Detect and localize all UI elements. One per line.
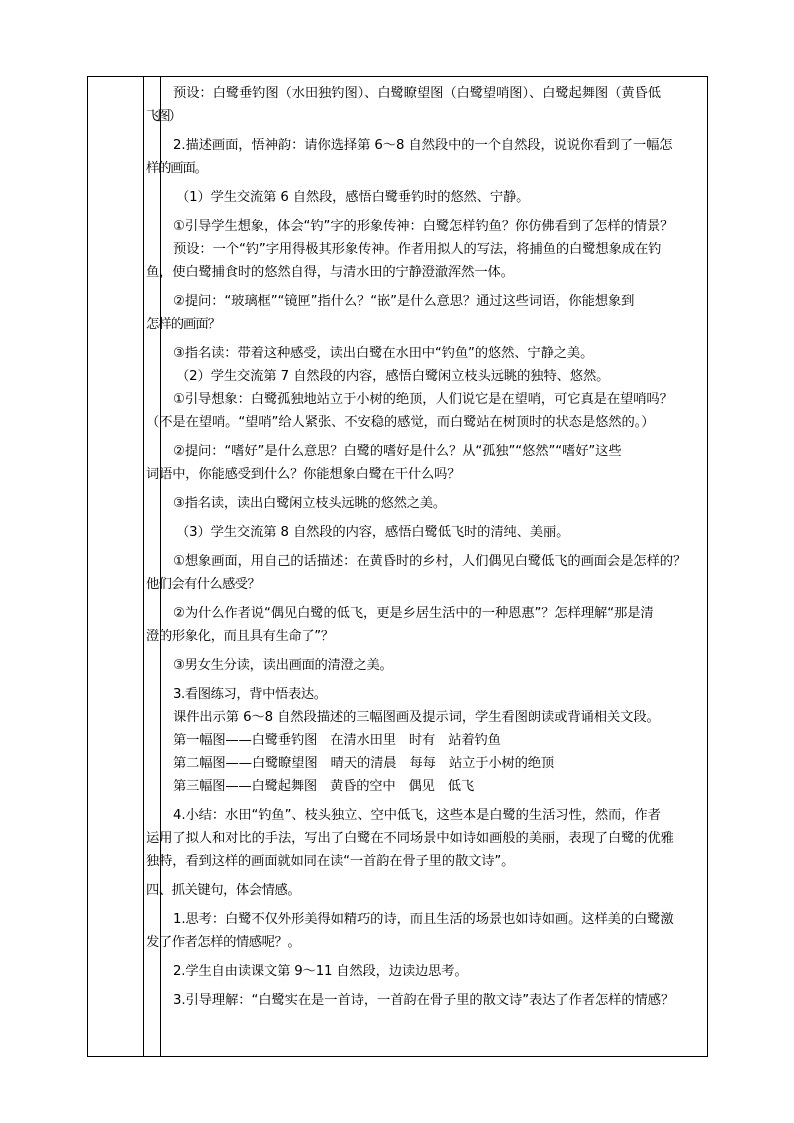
text-line: 运用了拟人和对比的手法，写出了白鹭在不同场景中如诗如画般的美丽，表现了白鹭的优雅 — [146, 831, 674, 846]
text-line: 发了作者怎样的情感呢？。 — [146, 935, 301, 950]
text-line: ①引导想象：白鹭孤独地站立于小树的绝顶，人们说它是在望哨，可它真是在望哨吗？ — [173, 392, 673, 407]
text-line: （2）学生交流第 7 自然段的内容，感悟白鹭闲立枝头远眺的独特、悠然。 — [176, 369, 610, 384]
text-line: 怎样的画面？ — [146, 317, 221, 332]
text-line: 4.小结：水田“钓鱼”、枝头独立、空中低飞，这些本是白鹭的生活习性，然而，作者 — [173, 808, 661, 823]
text-line: ①引导学生想象，体会“钓”字的形象传神：白鹭怎样钓鱼？你仿佛看到了怎样的情景？ — [173, 219, 674, 234]
text-line: 样的画面。 — [146, 161, 207, 176]
text-line: 预设：一个“钓”字用得极其形象传神。作者用拟人的写法，将捕鱼的白鹭想象成在钓 — [173, 242, 662, 257]
section-heading: 四、抓关键句，体会情感。 — [146, 883, 301, 898]
text-line: 鱼，使白鹭捕食时的悠然自得，与清水田的宁静澄澈浑然一体。 — [146, 265, 514, 280]
text-line: ②为什么作者说“偶见白鹭的低飞，更是乡居生活中的一种恩惠”？怎样理解“那是清 — [173, 606, 654, 621]
text-line: 3.看图练习，背中悟表达。 — [173, 687, 327, 702]
text-line: （1）学生交流第 6 自然段，感悟白鹭垂钓时的悠然、宁静。 — [176, 190, 530, 205]
text-line: 第一幅图——白鹭垂钓图 在清水田里 时有 站着钓鱼 — [173, 733, 501, 748]
lesson-content — [146, 76, 708, 1012]
text-line: （不是在望哨。“望哨”给人紧张、不安稳的感觉，而白鹭站在树顶时的状态是悠然的。） — [146, 415, 655, 430]
text-line: ③男女生分读，读出画面的清澄之美。 — [173, 658, 393, 673]
text-line: 独特，看到这样的画面就如同在读“一首韵在骨子里的散文诗”。 — [146, 854, 515, 869]
text-line: 课件出示第 6～8 自然段描述的三幅图画及提示词，学生看图朗读或背诵相关文段。 — [173, 710, 660, 725]
text-line: 第三幅图——白鹭起舞图 黄昏的空中 偶见 低飞 — [173, 779, 474, 794]
text-line: 3.引导理解：“白鹭实在是一首诗，一首韵在骨子里的散文诗”表达了作者怎样的情感？ — [173, 993, 675, 1008]
text-line: 他们会有什么感受？ — [146, 577, 261, 592]
column-divider-1 — [143, 77, 144, 1056]
text-line: 2.描述画面，悟神韵：请你选择第 6～8 自然段中的一个自然段，说说你看到了一幅怎 — [173, 138, 673, 153]
text-line: 2.学生自由读课文第 9～11 自然段，边读边思考。 — [173, 964, 468, 979]
text-line: ③指名读，读出白鹭闲立枝头远眺的悠然之美。 — [173, 496, 446, 511]
text-line: 1.思考：白鹭不仅外形美得如精巧的诗，而且生活的场景也如诗如画。这样美的白鹭激 — [173, 912, 674, 927]
text-line: 词语中，你能感受到什么？你能想象白鹭在干什么吗？ — [146, 467, 461, 482]
text-line: 预设：白鹭垂钓图（水田独钓图）、白鹭瞭望图（白鹭望哨图）、白鹭起舞图（黄昏低 — [173, 86, 661, 101]
text-line: 澄的形象化，而且具有生命了”？ — [146, 629, 334, 644]
text-line: ②提问：“嗜好”是什么意思？白鹭的嗜好是什么？从“孤独”“悠然”“嗜好”这些 — [173, 444, 622, 459]
text-line: 第二幅图——白鹭瞭望图 晴天的清晨 每每 站立于小树的绝顶 — [173, 756, 555, 771]
text-line: ②提问：“玻璃框”“镜匣”指什么？“嵌”是什么意思？通过这些词语，你能想象到 — [173, 294, 635, 309]
text-line: 飞图） — [146, 109, 181, 124]
text-line: ③指名读：带着这种感受，读出白鹭在水田中“钓鱼”的悠然、宁静之美。 — [173, 346, 594, 361]
text-line: ①想象画面，用自己的话描述：在黄昏时的乡村，人们偶见白鹭低飞的画面会是怎样的？ — [173, 554, 687, 569]
text-line: （3）学生交流第 8 自然段的内容，感悟白鹭低飞时的清纯、美丽。 — [176, 525, 570, 540]
